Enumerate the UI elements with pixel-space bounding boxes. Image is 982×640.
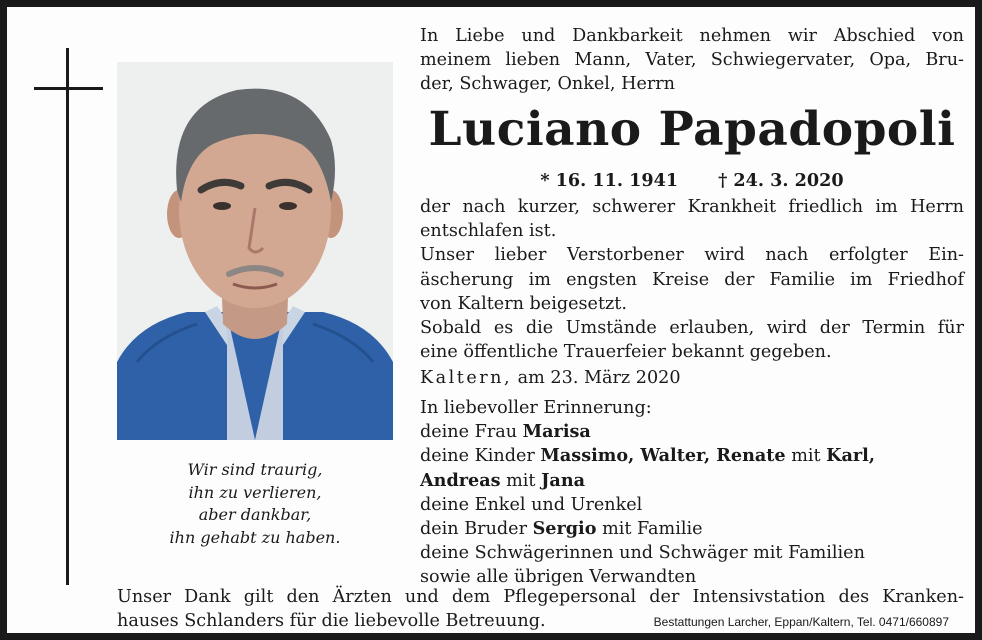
family-grandchildren-line: deine Enkel und Urenkel <box>420 494 643 515</box>
family-inlaws-line: deine Schwägerinnen und Schwäger mit Familien <box>420 543 865 564</box>
poem-line: Wir sind traurig, <box>187 460 323 479</box>
portrait-photo <box>117 62 393 440</box>
poem-line: aber dankbar, <box>198 505 312 524</box>
brother-name: Sergio <box>532 518 597 540</box>
intro-line: meinem lieben Mann, Vater, Schwiegervater, Opa, Bru- <box>420 50 964 71</box>
body-line: Unser lieber Verstorbener wird nach erfolgter Ein- <box>420 245 964 266</box>
wife-prefix: deine Frau <box>420 422 518 443</box>
thanks-line: hauses Schlanders für die liebevolle Betreuung. <box>117 611 546 632</box>
deceased-name: Luciano Papadopoli <box>428 102 956 157</box>
spouse-name: Jana <box>541 469 586 491</box>
family-relatives-line: sowie alle übrigen Verwandten <box>420 567 697 588</box>
portrait-illustration <box>117 62 393 440</box>
intro-line: der, Schwager, Onkel, Herrn <box>420 74 676 95</box>
with-word: mit <box>791 446 821 467</box>
death-date: † 24. 3. 2020 <box>718 170 844 191</box>
family-children-line <box>420 444 964 468</box>
place-name: Kaltern, <box>420 368 513 388</box>
memorial-poem <box>117 459 393 549</box>
brother-suffix: mit Familie <box>602 519 703 540</box>
children-names: Massimo, Walter, Renate <box>540 445 786 467</box>
body-line: Sobald es die Umstände erlauben, wird der Termin für <box>420 318 964 339</box>
family-children-line-2 <box>420 469 964 493</box>
funeral-home-credit: Bestattungen Larcher, Eppan/Kaltern, Tel. 0471/660897 <box>653 615 949 629</box>
thanks-line: Unser Dank gilt den Ärzten und dem Pflegepersonal der Intensivstation des Kranken- <box>117 587 964 607</box>
family-brother-line <box>420 517 964 541</box>
brother-prefix: dein Bruder <box>420 519 527 540</box>
life-dates <box>420 169 964 193</box>
announcement-text <box>420 195 964 364</box>
with-word: mit <box>506 470 536 491</box>
body-line: äscherung im engsten Kreise der Familie im Friedhof <box>420 269 964 290</box>
family-heading: In liebevoller Erinnerung: <box>420 398 652 418</box>
birth-date: * 16. 11. 1941 <box>540 170 679 191</box>
family-list <box>420 396 964 590</box>
cross-horizontal-beam <box>34 87 103 90</box>
children-prefix: deine Kinder <box>420 446 535 467</box>
family-wife-line <box>420 420 964 444</box>
poem-line: ihn zu verlieren, <box>188 482 322 502</box>
child-name: Andreas <box>420 469 501 491</box>
notice-date: am 23. März 2020 <box>517 368 681 388</box>
body-line: von Kaltern beigesetzt. <box>420 293 627 314</box>
place-and-date <box>420 366 964 390</box>
spouse-name: Karl, <box>826 445 875 467</box>
poem-line: ihn gehabt zu haben. <box>169 527 341 547</box>
body-line: der nach kurzer, schwerer Krankheit friedlich im Herrn <box>420 197 964 217</box>
cross-vertical-beam <box>66 48 69 585</box>
body-line: eine öffentliche Trauerfeier bekannt gegeben. <box>420 342 832 363</box>
intro-paragraph <box>420 24 964 97</box>
wife-name: Marisa <box>522 421 591 443</box>
intro-line: In Liebe und Dankbarkeit nehmen wir Abschied von <box>420 26 964 46</box>
body-line: entschlafen ist. <box>420 221 557 242</box>
